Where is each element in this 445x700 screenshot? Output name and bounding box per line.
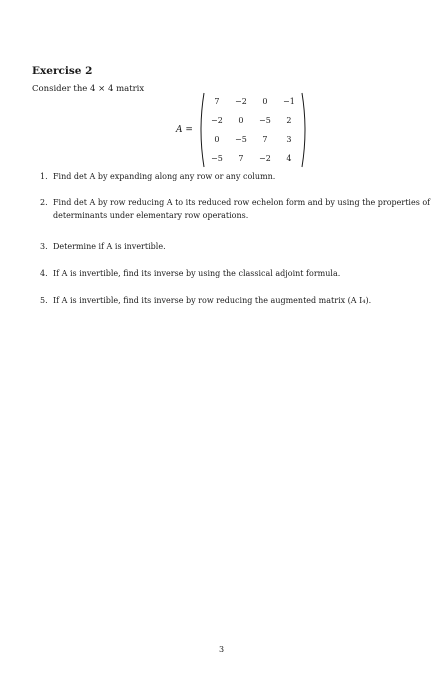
question-number: 3. — [40, 242, 48, 251]
question-number: 2. — [40, 198, 48, 207]
question-number: 4. — [40, 269, 48, 278]
left-parenthesis — [197, 92, 205, 168]
exercise-intro: Consider the 4 × 4 matrix — [32, 84, 145, 94]
matrix-cell: 0 — [238, 116, 244, 125]
question-number: 5. — [40, 296, 48, 305]
matrix-cell: −5 — [259, 116, 271, 125]
right-parenthesis — [301, 92, 309, 168]
matrix-grid — [205, 92, 301, 168]
matrix-cell: 2 — [286, 116, 292, 125]
exercise-title: Exercise 2 — [32, 65, 93, 77]
matrix-cell: −2 — [211, 116, 223, 125]
question-text: If A is invertible, find its inverse by using the classical adjoint formula. — [53, 269, 341, 278]
matrix-cell: −5 — [211, 154, 223, 163]
matrix-block — [176, 92, 309, 168]
matrix-label: A = — [176, 125, 193, 135]
matrix-cell: 7 — [238, 154, 244, 163]
matrix-cell: 0 — [262, 97, 268, 106]
matrix-cell: −2 — [235, 97, 247, 106]
question-number: 1. — [40, 172, 48, 181]
matrix-cell: −5 — [235, 135, 247, 144]
question-text: Find det A by expanding along any row or any column. — [53, 172, 276, 181]
matrix-cell: 7 — [262, 135, 268, 144]
page-number: 3 — [219, 645, 225, 654]
matrix-cell: −1 — [283, 97, 295, 106]
matrix-cell: 7 — [214, 97, 220, 106]
matrix-cell: −2 — [259, 154, 271, 163]
matrix-cell: 0 — [214, 135, 220, 144]
question-text: Find det A by row reducing A to its reduced row echelon form and by using the properties of determinants under elementary row operations. — [53, 198, 431, 220]
question-text: Determine if A is invertible. — [53, 242, 166, 251]
matrix-cell: 4 — [286, 154, 292, 163]
matrix-cell: 3 — [286, 135, 292, 144]
question-text: If A is invertible, find its inverse by row reducing the augmented matrix (A I₄). — [53, 296, 372, 305]
